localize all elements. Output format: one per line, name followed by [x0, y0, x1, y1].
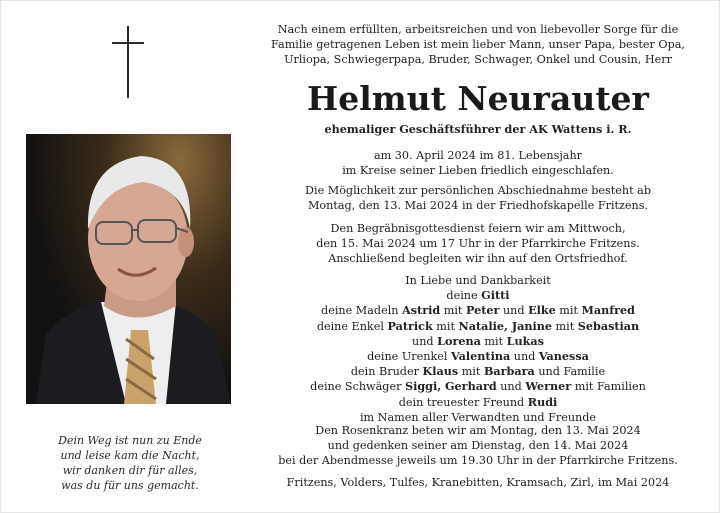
mourners-list [258, 273, 698, 425]
service-line: den 15. Mai 2024 um 17 Uhr in der Pfarrkirche Fritzens. [316, 237, 640, 251]
mourners-line: deine Schwäger Siggi, Gerhard und Werner mit Familien [310, 379, 646, 394]
rosary-line: und gedenken seiner am Dienstag, den 14. Mai 2024 [327, 439, 629, 453]
intro-line: Familie getragenen Leben ist mein lieber Mann, unser Papa, bester Opa, [271, 38, 685, 52]
intro-line: Nach einem erfüllten, arbeitsreichen und von liebevoller Sorge für die [277, 23, 679, 36]
service-line: Den Begräbnisgottesdienst feiern wir am Mittwoch, [330, 222, 626, 235]
farewell-line: Die Möglichkeit zur persönlichen Abschiednahme besteht ab [305, 184, 651, 197]
cross-icon [112, 26, 144, 98]
mourners-line: deine Madeln Astrid mit Peter und Elke mit Manfred [321, 303, 635, 318]
mourners-line: dein treuester Freund Rudi [398, 394, 558, 409]
date-line: im Kreise seiner Lieben friedlich eingeschlafen. [342, 164, 614, 178]
memorial-poem [30, 433, 230, 493]
poem-line: wir danken dir für alles, [62, 464, 198, 477]
rosary-line: Den Rosenkranz beten wir am Montag, den 13. Mai 2024 [315, 424, 641, 437]
deceased-title: ehemaliger Geschäftsführer der AK Wattens i. R. [324, 122, 632, 136]
deceased-name: Helmut Neurauter [307, 79, 649, 118]
farewell-line: Montag, den 13. Mai 2024 in der Friedhofskapelle Fritzens. [307, 199, 649, 213]
mourners-line: dein Bruder Klaus mit Barbara und Familie [350, 364, 606, 379]
place-date-line: Fritzens, Volders, Tulfes, Kranebitten, Kramsach, Zirl, im Mai 2024 [286, 476, 670, 489]
rosary-line: bei der Abendmesse jeweils um 19.30 Uhr in der Pfarrkirche Fritzens. [278, 454, 678, 468]
farewell-text [258, 183, 698, 213]
poem-line: und leise kam die Nacht, [60, 449, 200, 462]
mourners-line: und Lorena mit Lukas [412, 333, 544, 348]
intro-line: Urliopa, Schwiegerpapa, Bruder, Schwager, Onkel und Cousin, Herr [284, 53, 672, 67]
poem-line: Dein Weg ist nun zu Ende [58, 434, 202, 447]
death-date-text [258, 148, 698, 178]
intro-text [258, 22, 698, 68]
poem-line: was du für uns gemacht. [61, 479, 199, 492]
mourners-line: In Liebe und Dankbarkeit [405, 274, 551, 287]
rosary-text [258, 423, 698, 469]
service-line: Anschließend begleiten wir ihn auf den Ortsfriedhof. [328, 252, 628, 266]
mourners-line: deine Gitti [446, 288, 510, 303]
portrait-photo [26, 134, 231, 404]
mourners-line: im Namen aller Verwandten und Freunde [359, 410, 597, 424]
mourners-line: deine Enkel Patrick mit Natalie, Janine mit Sebastian [316, 318, 640, 333]
mourners-line: deine Urenkel Valentina und Vanessa [367, 349, 589, 364]
date-line: am 30. April 2024 im 81. Lebensjahr [373, 149, 583, 162]
funeral-service-text [258, 221, 698, 267]
